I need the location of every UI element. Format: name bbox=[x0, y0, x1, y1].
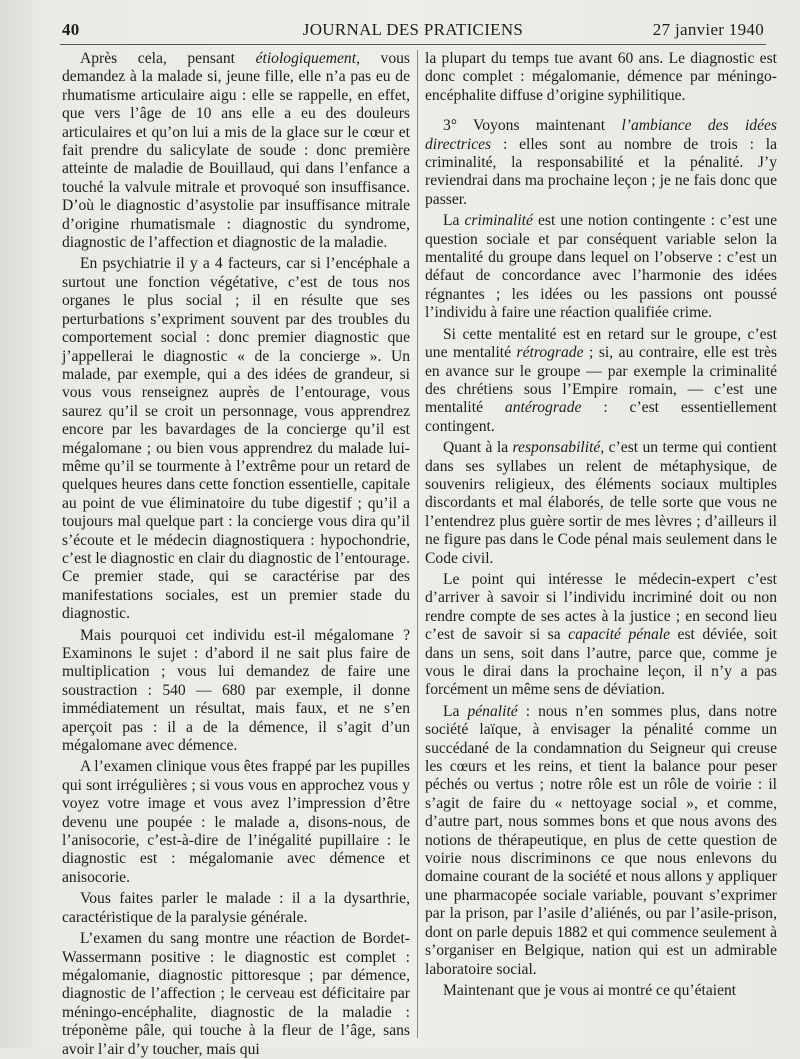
paragraph bbox=[62, 627, 410, 756]
text-run: L’examen du sang montre une réaction de Bordet-Wassermann positive : le diagnostic est complet : mégalomanie, diagnostic pittoresque ; par démence, diagnostic de l’affection ; le cerveau est déficitaire par méningo-encéphalite, diagnostic de la maladie : tréponème pâle, qui touche à la fleur de l’âge, sans avoir l’air d’y toucher, mais qui bbox=[62, 930, 410, 1058]
text-run: La bbox=[443, 702, 468, 720]
italic-run: criminalité bbox=[464, 212, 533, 230]
text-run: A l’examen clinique vous êtes frappé par les pupilles qui sont irrégulières ; si vous vous en approchez vous y voyez votre image et vous avez l’impression d’être devenu une poupée : le malade a, disons-nous, de l’anisocorie, c’est-à-dire de l’inégalité pupillaire : le diagnostic est : mégalomanie avec démence et anisocorie. bbox=[62, 758, 410, 886]
text-run: est une notion contingente : c’est une question sociale et par conséquent variable selon la mentalité du groupe dans lequel on l’observe : c’est un défaut de concordance avec l’harmonie des idées régnantes ; les idées ou les passions ont poussé l’individu à faire une réaction qualifiée crime. bbox=[425, 212, 777, 322]
paragraph bbox=[425, 571, 777, 700]
paragraph bbox=[62, 50, 410, 252]
paragraph bbox=[62, 890, 410, 927]
text-run: Quant à la bbox=[443, 439, 513, 457]
paragraph bbox=[425, 326, 777, 436]
text-run: Le point qui intéresse le médecin-expert c’est d’arriver à savoir si l’individu incriminé doit ou non rendre compte de ses actes à la justice ; en second lieu c’est de savoir si sa bbox=[425, 570, 777, 644]
text-run: ; si, au contraire, elle est très en avance sur le groupe — par exemple la criminalité des chrétiens sous l’Empire romain, — c’est une mentalité bbox=[425, 344, 777, 417]
paragraph bbox=[62, 758, 410, 887]
paragraph bbox=[62, 255, 410, 623]
paragraph bbox=[425, 117, 777, 209]
italic-run: capacité pénale bbox=[568, 626, 671, 644]
paragraph bbox=[425, 212, 777, 322]
text-run: Vous faites parler le malade : il a la dysarthrie, caractéristique de la paralysie générale. bbox=[62, 890, 410, 926]
text-run: En psychiatrie il y a 4 facteurs, car si l’encéphale a surtout une fonction végétative, c’est de tous nos organes le plus social ; il en résulte que ses perturbations s’expriment souvent par des troubles du comportement social : donc premier diagnostic que j’appellerai le diagnostic « de la concierge ». Un malade, par exemple, qui a des idées de grandeur, si vous vous renseignez auprès de l’entourage, vous saurez qu’il se croit un personnage, vous apprendrez encore par les bavardages de la concierge qu’il est mégalomane ; ou bien vous apprendrez du malade lui-même qu’il se tourmente à l’extrême pour un retard de quelques heures dans cette fonction essentielle, capitale au point de vue éliminatoire du tube digestif ; qu’il a toujours mal quelque part : la concierge vous dira qu’il s’écoute et le médecin diagnostiquera : hypochondrie, c’est le diagnostic en clair du diagnostic de l’entourage. Ce premier stade, qui se caractérise par des manifestations sociales, est un premier stade du diagnostic. bbox=[62, 255, 410, 623]
journal-title: JOURNAL DES PRATICIENS bbox=[302, 20, 524, 39]
text-run: la plupart du temps tue avant 60 ans. Le diagnostic est donc complet : mégalomanie, démence par méningo-encéphalite diffuse d’origine syphilitique. bbox=[425, 50, 777, 104]
text-run: : nous n’en sommes plus, dans notre société laïque, à envisager la pénalité comme un succédané de la condamnation du Seigneur qui creuse les cœurs et les reins, et tient la balance pour peser péchés ou vertus ; notre rôle est un rôle de voirie : il s’agit de faire du « nettoyage social », et comme, d’autre part, nous sommes bons et que nous avons des notions de thérapeutique, en plus de cette question de voirie nous discriminons ce que nous enlevons du domaine courant de la société et nous allons y appliquer une pharmacopée sociale variable, pouvant s’exprimer par la prison, par l’asile d’aliénés, ou par l’asile-prison, dont on parle depuis 1882 et qui commence seulement à s’organiser en Belgique, nation qui est un admirable laboratoire social. bbox=[425, 702, 777, 978]
paragraph bbox=[62, 930, 410, 1059]
text-run: : elles sont au nombre de trois : la criminalité, la responsabilité et la pénalité. J’y reviendrai dans ma prochaine leçon ; je ne fais donc que passer. bbox=[425, 135, 777, 208]
text-run: La bbox=[443, 212, 465, 230]
italic-run: antérograde bbox=[504, 399, 582, 417]
text-run: Maintenant que je vous ai montré ce qu’étaient bbox=[443, 981, 737, 999]
paragraph bbox=[425, 982, 777, 1000]
paragraph bbox=[425, 703, 777, 979]
page-number: 40 bbox=[62, 20, 80, 39]
running-header bbox=[62, 20, 764, 42]
italic-run: étiologiquement bbox=[255, 50, 357, 67]
text-run: , c’est un terme qui contient dans ses syllabes un relent de métaphysique, de souvenirs religieux, des éléments sociaux multiples discordants et mal élaborés, de telle sorte que vous ne l’entendrez plus guère sortir de mes lèvres ; d’ailleurs il ne figure pas dans le Code pénal mais seulement dans le Code civil. bbox=[425, 439, 778, 567]
italic-run: pénalité bbox=[467, 702, 518, 720]
header-rule bbox=[60, 44, 766, 45]
paragraph bbox=[425, 439, 777, 568]
right-text-column bbox=[425, 50, 777, 1040]
text-run: 3° Voyons maintenant bbox=[443, 117, 622, 135]
paragraph bbox=[425, 50, 777, 105]
text-run: est déviée, soit dans un sens, soit dans l’autre, parce que, comme je vous le dirai dans la prochaine leçon, il n’y a pas forcément un même sens de déviation. bbox=[425, 626, 777, 699]
column-divider bbox=[417, 50, 418, 1038]
text-run: Si cette mentalité est en retard sur le groupe, c’est une mentalité bbox=[425, 325, 777, 362]
italic-run: rétrograde bbox=[516, 344, 584, 362]
left-text-column bbox=[62, 50, 410, 1058]
text-run: , vous demandez à la malade si, jeune fille, elle n’a pas eu de rhumatisme articulaire aigu : elle se rappelle, en effet, que vers l’âge de 10 ans elle a eu des douleurs articulaires et qu’on lui a mis de la glace sur le cœur et fait prendre du salicylate de soude : donc première atteinte de maladie de Bouillaud, qui dans l’enfance a touché la valvule mitrale et provoqué son insuffisance. D’où le diagnostic d’asystolie par insuffisance mitrale d’origine rhumatismale : diagnostic du syndrome, diagnostic de l’affection et diagnostic de la maladie. bbox=[62, 50, 410, 252]
italic-run: l’ambiance des idées directrices bbox=[425, 117, 778, 153]
text-run: Après cela, pensant bbox=[80, 50, 256, 67]
italic-run: responsabilité bbox=[512, 439, 601, 457]
text-run: : c’est essentiellement contingent. bbox=[425, 399, 778, 435]
text-run: Mais pourquoi cet individu est-il mégalomane ? Examinons le sujet : d’abord il ne sait plus faire de multiplication ; vous lui demandez de faire une soustraction : 540 — 680 par exemple, il donne immédiatement un résultat, mais faux, et ne s’en aperçoit pas : il a de la démence, il s’agit d’un mégalomane avec démence. bbox=[62, 626, 410, 755]
issue-date: 27 janvier 1940 bbox=[652, 20, 764, 39]
